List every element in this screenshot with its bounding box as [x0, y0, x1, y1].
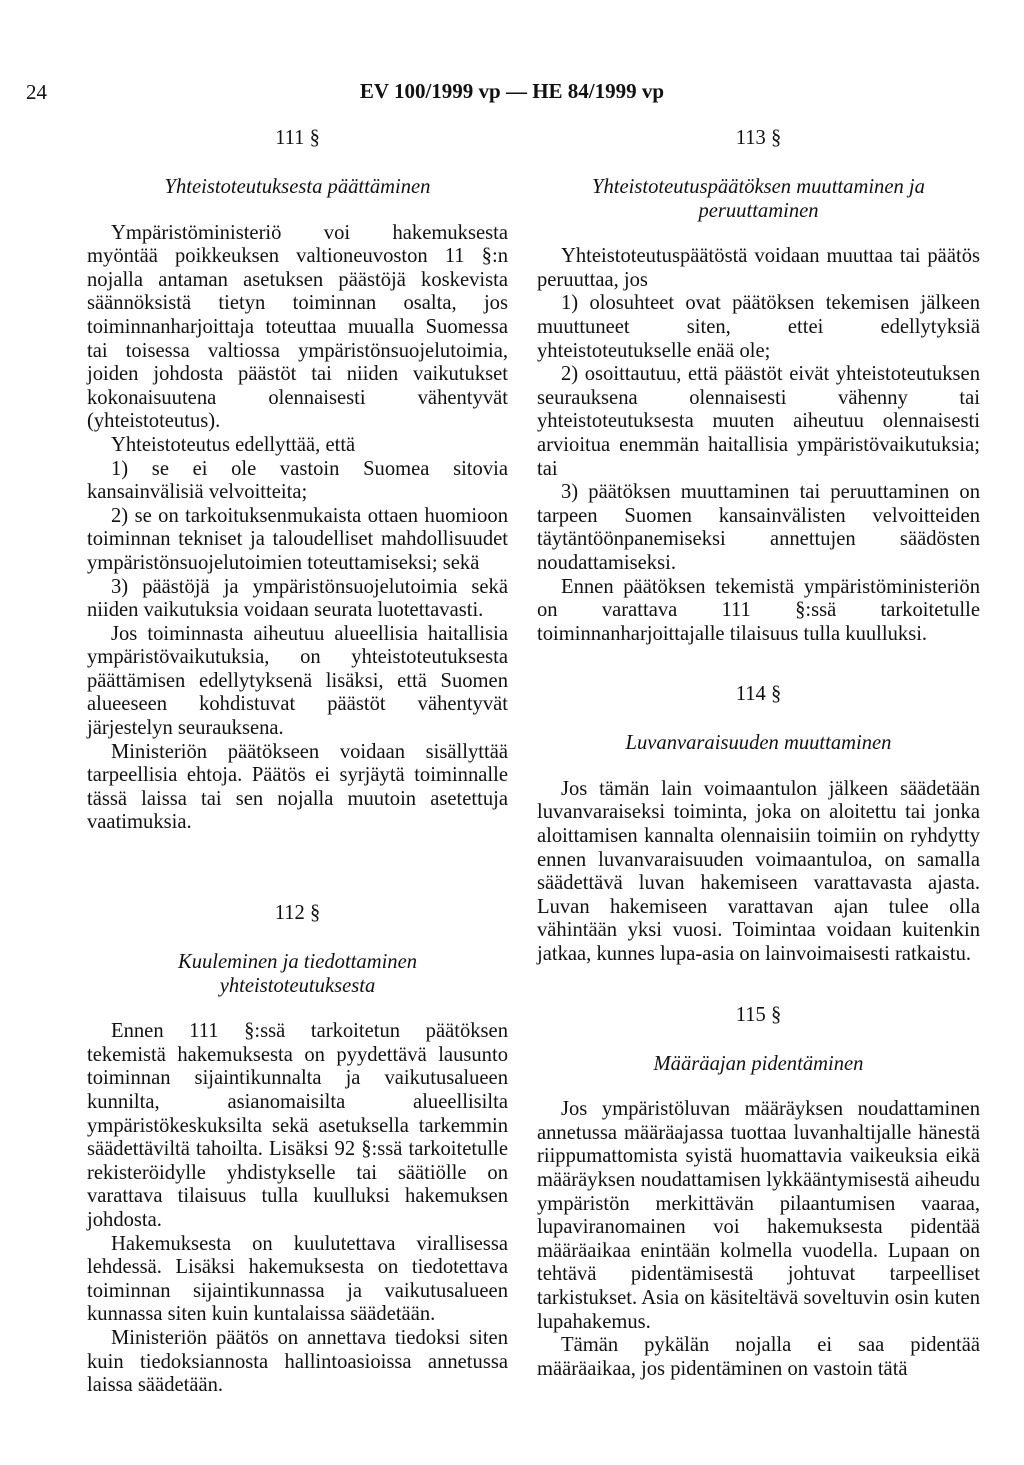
paragraph: Jos tämän lain voimaantulon jälkeen säädetään luvanvaraiseksi toiminta, joka on aloitettu tai jonka aloittamisen kannalta olennaisiin toimiin on ryhdytty ennen luvanvaraisuuden voimaantuloa, on samalla säädettävä luvan hakemiseen varattavasta ajasta. Luvan hakemiseen varattavan ajan tulee olla vähintään yksi vuosi. Toimintaa voidaan kuitenkin jatkaa, kunnes lupa-asia on lainvoimaisesti ratkaistu. — [537, 777, 980, 966]
section-number: 111 § — [275, 127, 320, 149]
paragraph: Ennen päätöksen tekemistä ympäristöministeriön on varattava 111 §:ssä tarkoitetulle toiminnanharjoittajalle tilaisuus tulla kuulluksi. — [537, 575, 980, 645]
paragraph: Jos toiminnasta aiheutuu alueellisia haitallisia ympäristövaikutuksia, on yhteistoteutuksesta päättämisen edellytyksenä lisäksi, että Suomen alueeseen kohdistuvat päästöt vähentyvät järjestelyn seurauksena. — [87, 622, 508, 740]
left-column — [87, 126, 508, 1398]
section-title: Määräajan pidentäminen — [653, 1052, 864, 1075]
section-title: Luvanvaraisuuden muuttaminen — [625, 732, 892, 755]
section-title: Yhteistoteutuksesta päättäminen — [164, 176, 431, 198]
section-112 — [87, 901, 508, 1398]
paragraph: Yhteistoteutuspäätöstä voidaan muuttaa tai päätös peruuttaa, jos — [537, 245, 980, 291]
paragraph: Jos ympäristöluvan määräyksen noudattaminen annetussa määräajassa tuottaa luvanhaltijalle hänestä riippumattomista syistä huomattavia vaikeuksia eikä määräyksen noudattamisen lykkääntymisestä aiheudu ympäristön merkittävän pilaantumisen vaaraa, lupaviranomainen voi hakemuksesta pidentää määräaikaa enintään kolmella vuodella. Lupaan on tehtävä pidentämisestä johtuvat tarpeelliset tarkistukset. Asia on käsiteltävä soveltuvin osin kuten lupahakemus. — [537, 1098, 980, 1333]
list-item: 2) se on tarkoituksenmukaista ottaen huomioon toiminnan tekniset ja taloudelliset mahdollisuudet ympäristönsuojelutoimien toteuttamiseksi; sekä — [87, 504, 508, 574]
section-gap — [537, 967, 980, 1003]
paragraph: Yhteistoteutus edellyttää, että — [111, 433, 356, 456]
section-115 — [537, 1003, 980, 1382]
list-item: 3) päästöjä ja ympäristönsuojelutoimia sekä niiden vaikutuksia voidaan seurata luotettavasti. — [87, 575, 508, 622]
paragraph: Ministeriön päätös on annettava tiedoksi siten kuin tiedoksiannosta hallintoasioissa annetussa laissa säädetään. — [87, 1326, 508, 1397]
paragraph: Hakemuksesta on kuulutettava virallisessa lehdessä. Lisäksi hakemuksesta on tiedotettava toiminnan sijaintikunnassa ja vaikutusalueen kunnassa siten kuin kuntalaissa säädetään. — [87, 1232, 508, 1326]
list-item: 3) päätöksen muuttaminen tai peruuttaminen on tarpeen Suomen kansainvälisten velvoitteiden täytäntöönpanemiseksi annettujen säädösten noudattamiseksi. — [537, 481, 980, 574]
list-item: 1) olosuhteet ovat päätöksen tekemisen jälkeen muuttuneet siten, ettei edellytyksiä yhteistoteutukselle enää ole; — [537, 292, 980, 362]
section-number: 113 § — [735, 127, 782, 149]
section-gap — [537, 646, 980, 682]
section-113 — [537, 126, 980, 646]
section-number: 112 § — [274, 902, 321, 925]
list-item: 1) se ei ole vastoin Suomea sitovia kansainvälisiä velvoitteita; — [87, 457, 508, 504]
section-title-line: Kuuleminen ja tiedottaminen — [177, 951, 418, 974]
list-item: 2) osoittautuu, että päästöt eivät yhteistoteutuksen seurauksena olennaisesti vähenny tai yhteistoteutuksesta muuten aiheutuu olennaisesti arvioitua enemmän haitallisia ympäristövaikutuksia; tai — [537, 363, 980, 480]
section-title-line: yhteistoteutuksesta — [219, 974, 376, 997]
running-head: EV 100/1999 vp — HE 84/1999 vp — [359, 79, 665, 103]
section-111 — [87, 126, 508, 835]
section-number: 115 § — [735, 1003, 782, 1026]
section-title — [87, 951, 508, 998]
section-114 — [537, 682, 980, 966]
page-number: 24 — [26, 80, 47, 104]
section-title: Yhteistoteutuspäätöksen muuttaminen ja peruuttaminen — [592, 176, 925, 222]
paragraph: Tämän pykälän nojalla ei saa pidentää määräaikaa, jos pidentäminen on vastoin tätä — [537, 1334, 980, 1380]
right-column — [537, 126, 980, 1381]
section-number: 114 § — [735, 683, 782, 706]
paragraph: Ministeriön päätökseen voidaan sisällyttää tarpeellisia ehtoja. Päätös ei syrjäytä toiminnalle tässä laissa tai sen nojalla muutoin asetettuja vaatimuksia. — [87, 740, 508, 834]
section-gap — [87, 835, 508, 901]
paragraph: Ympäristöministeriö voi hakemuksesta myöntää poikkeuksen valtioneuvoston 11 §:n nojalla antaman asetuksen päästöjä koskevista säännöksistä tietyn toiminnan osalta, jos toiminnanharjoittaja toteuttaa muualla Suomessa tai toisessa valtiossa ympäristönsuojelutoimia, joiden johdosta päästöt tai niiden vaikutukset kokonaisuutena olennaisesti vähentyvät (yhteistoteutus). — [87, 221, 508, 433]
paragraph: Ennen 111 §:ssä tarkoitetun päätöksen tekemistä hakemuksesta on pyydettävä lausunto toiminnan sijaintikunnalta ja vaikutusalueen kunnilta, asianomaisilta alueellisilta ympäristökeskuksilta sekä asetuksella tarkemmin säädettäviltä tahoilta. Lisäksi 92 §:ssä tarkoitetulle rekisteröidylle yhdistykselle tai säätiölle on varattava tilaisuus tulla kuulluksi hakemuksen johdosta. — [87, 1020, 508, 1231]
